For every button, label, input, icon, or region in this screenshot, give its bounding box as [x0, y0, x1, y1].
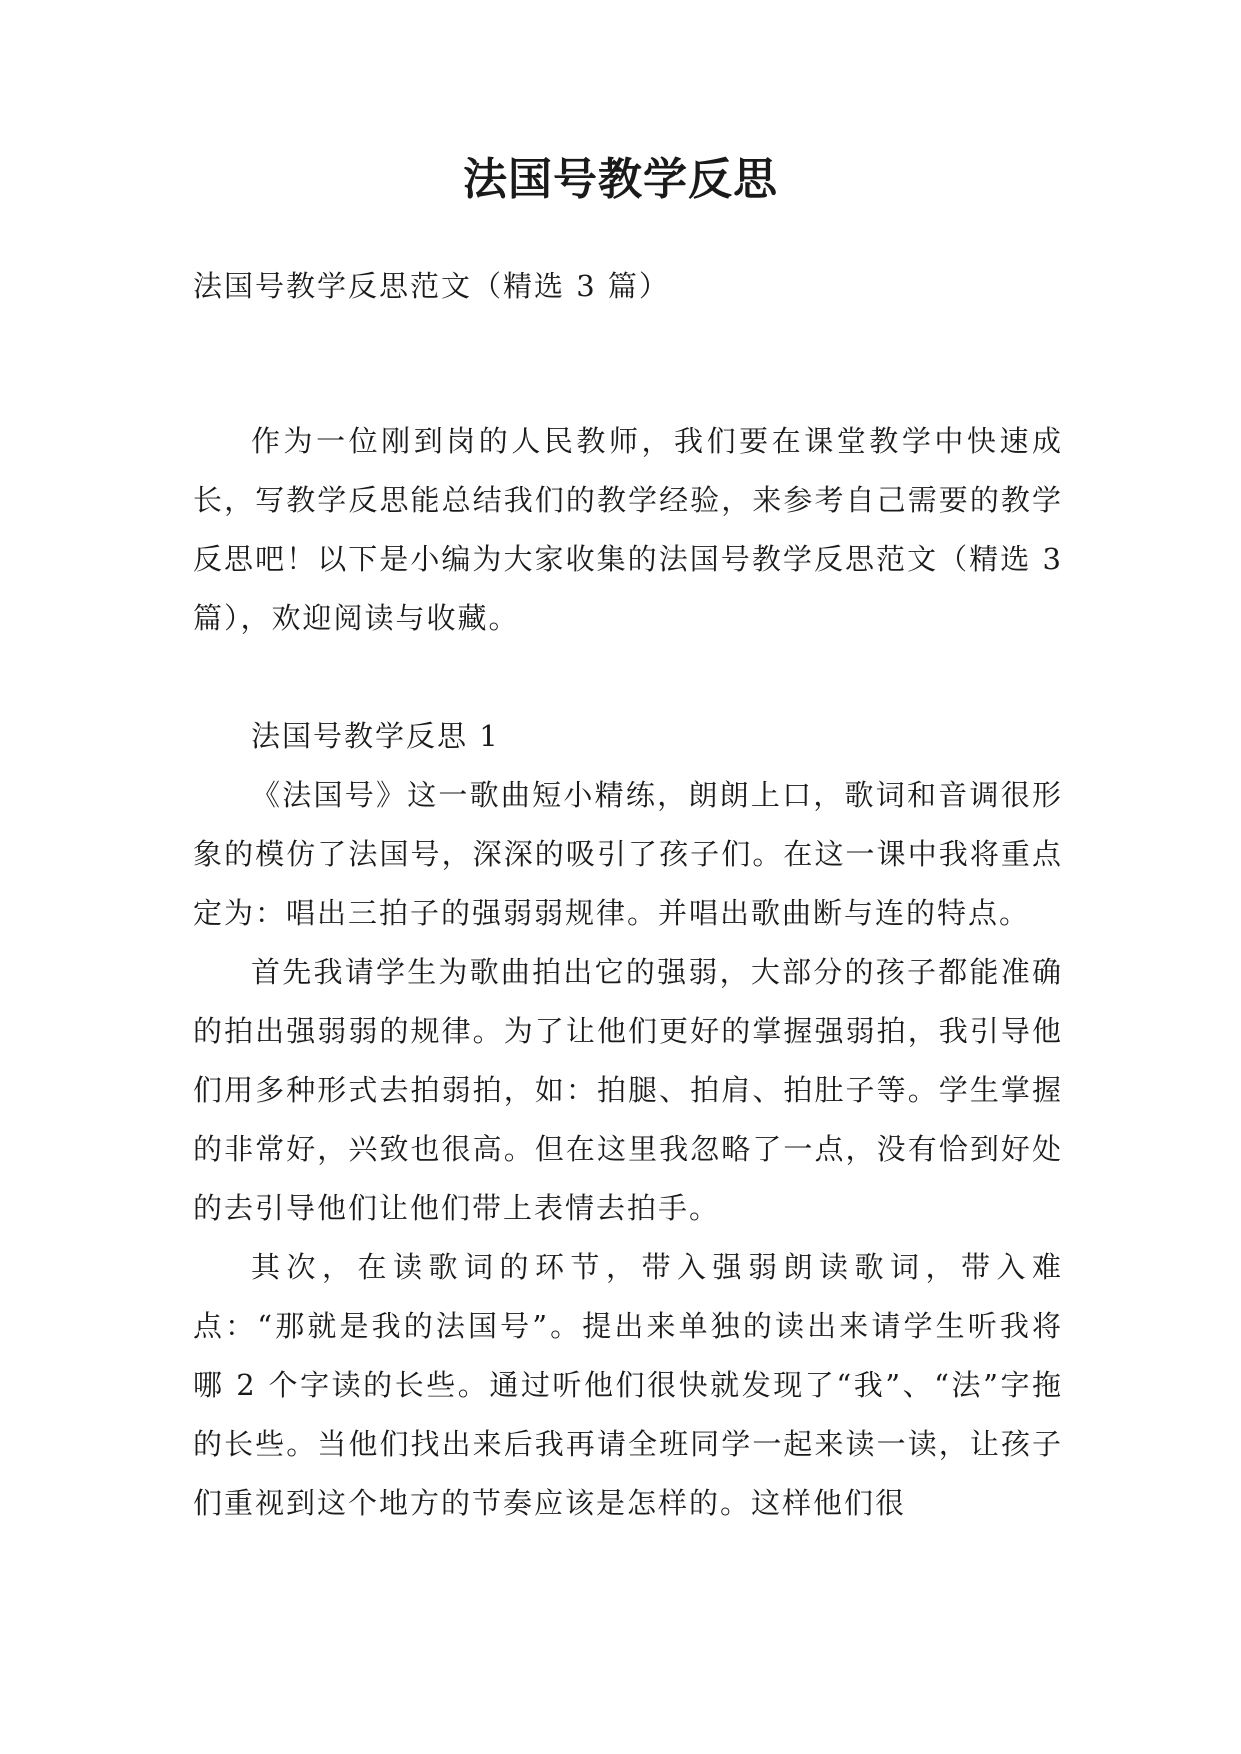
body-paragraph-2: 首先我请学生为歌曲拍出它的强弱，大部分的孩子都能准确的拍出强弱弱的规律。为了让他们更好的掌握强弱拍，我引导他们用多种形式去拍弱拍，如：拍腿、拍肩、拍肚子等。学生掌握的非常好，兴致也很高。但在这里我忽略了一点，没有恰到好处的去引导他们让他们带上表情去拍手。 — [193, 955, 1063, 1225]
document-body — [193, 412, 1063, 1533]
paragraph-spacer — [193, 648, 1063, 707]
document-title: 法国号教学反思 — [463, 154, 778, 205]
document-subtitle: 法国号教学反思范文（精选 3 篇） — [193, 269, 670, 303]
section-heading: 法国号教学反思 1 — [251, 719, 500, 753]
body-paragraph-3: 其次，在读歌词的环节，带入强弱朗读歌词，带入难点：“那就是我的法国号”。提出来单独的读出来请学生听我将哪 2 个字读的长些。通过听他们很快就发现了“我”、“法”字拖的长些。当他们找出来后我再请全班同学一起来读一读，让孩子们重视到这个地方的节奏应该是怎样的。这样他们很 — [193, 1250, 1063, 1520]
intro-paragraph: 作为一位刚到岗的人民教师，我们要在课堂教学中快速成长，写教学反思能总结我们的教学经验，来参考自己需要的教学反思吧！以下是小编为大家收集的法国号教学反思范文（精选 3 篇），欢迎阅读与收藏。 — [193, 424, 1063, 635]
body-paragraph-1: 《法国号》这一歌曲短小精练，朗朗上口，歌词和音调很形象的模仿了法国号，深深的吸引了孩子们。在这一课中我将重点定为：唱出三拍子的强弱弱规律。并唱出歌曲断与连的特点。 — [193, 778, 1063, 930]
